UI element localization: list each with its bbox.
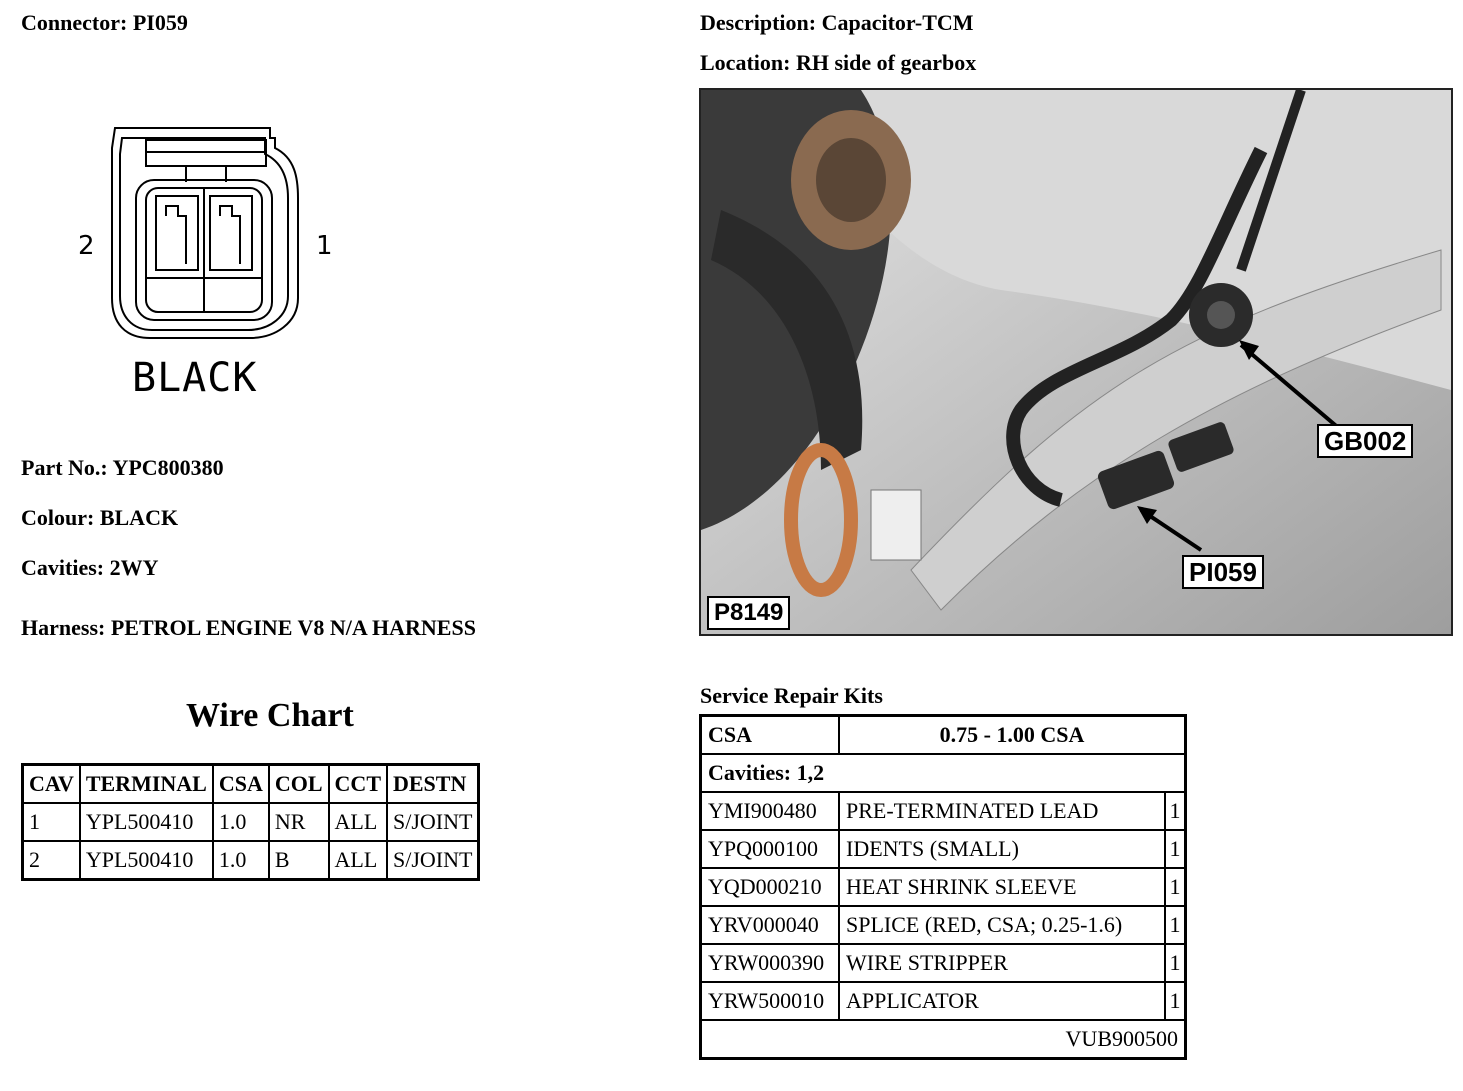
harness-label: Harness:: [21, 615, 106, 640]
location-photo: [699, 88, 1453, 636]
cavities-field: [21, 555, 158, 581]
kit-description: HEAT SHRINK SLEEVE: [839, 868, 1165, 906]
wire-chart-table: [21, 763, 480, 881]
kit-qty: 1: [1165, 982, 1186, 1020]
kit-code: YRV000040: [701, 906, 840, 944]
pin-label-2: 2: [78, 231, 95, 261]
kits-csa-value: 0.75 - 1.00 CSA: [839, 716, 1186, 755]
cell-csa: 1.0: [213, 841, 269, 880]
photo-callout-gb002: GB002: [1317, 424, 1413, 458]
cell-terminal: YPL500410: [80, 803, 213, 841]
cell-terminal: YPL500410: [80, 841, 213, 880]
kit-description: APPLICATOR: [839, 982, 1165, 1020]
connector-color-caption: BLACK: [132, 355, 258, 401]
table-row: [701, 830, 1186, 868]
kit-number: VUB900500: [701, 1020, 1186, 1059]
kit-qty: 1: [1165, 906, 1186, 944]
table-row: [701, 868, 1186, 906]
wire-chart-header-row: [23, 765, 479, 804]
kits-csa-row: [701, 716, 1186, 755]
kits-csa-label: CSA: [701, 716, 840, 755]
table-row: [701, 792, 1186, 830]
table-row: [701, 906, 1186, 944]
photo-reference: P8149: [707, 596, 790, 630]
kit-description: SPLICE (RED, CSA; 0.25-1.6): [839, 906, 1165, 944]
connector-value: PI059: [132, 10, 188, 35]
cavities-value: 2WY: [109, 555, 159, 580]
kit-code: YMI900480: [701, 792, 840, 830]
table-row: [701, 982, 1186, 1020]
cell-cct: ALL: [329, 841, 387, 880]
harness-value: PETROL ENGINE V8 N/A HARNESS: [110, 615, 476, 640]
header-csa: CSA: [213, 765, 269, 804]
cell-cav: 1: [23, 803, 80, 841]
cell-destn: S/JOINT: [387, 803, 479, 841]
part-no-label: Part No.:: [21, 455, 108, 480]
service-kits-title: Service Repair Kits: [700, 683, 883, 708]
colour-field: [21, 505, 178, 531]
description-field: [700, 10, 974, 36]
kit-qty: 1: [1165, 830, 1186, 868]
service-kits-table: [699, 714, 1187, 1060]
kit-description: PRE-TERMINATED LEAD: [839, 792, 1165, 830]
colour-value: BLACK: [99, 505, 179, 530]
kit-qty: 1: [1165, 792, 1186, 830]
table-row: [701, 944, 1186, 982]
cell-cct: ALL: [329, 803, 387, 841]
header-cct: CCT: [329, 765, 387, 804]
kit-code: YQD000210: [701, 868, 840, 906]
description-label: Description:: [700, 10, 817, 35]
location-label: Location:: [700, 50, 791, 75]
kit-description: WIRE STRIPPER: [839, 944, 1165, 982]
part-no-value: YPC800380: [112, 455, 224, 480]
header-col: COL: [269, 765, 329, 804]
cell-csa: 1.0: [213, 803, 269, 841]
connector-label: Connector:: [21, 10, 128, 35]
header-terminal: TERMINAL: [80, 765, 213, 804]
kit-qty: 1: [1165, 868, 1186, 906]
cavities-label: Cavities:: [21, 555, 105, 580]
cell-col: NR: [269, 803, 329, 841]
part-no-field: [21, 455, 224, 481]
header-cav: CAV: [23, 765, 80, 804]
kit-qty: 1: [1165, 944, 1186, 982]
kits-number-row: [701, 1020, 1186, 1059]
description-value: Capacitor-TCM: [821, 10, 974, 35]
connector-field: [21, 10, 188, 36]
table-row: [23, 803, 479, 841]
header-destn: DESTN: [387, 765, 479, 804]
wire-chart-title: Wire Chart: [186, 697, 354, 734]
kit-code: YPQ000100: [701, 830, 840, 868]
photo-callout-pi059: PI059: [1182, 555, 1264, 589]
cell-col: B: [269, 841, 329, 880]
location-field: [700, 50, 976, 76]
cell-destn: S/JOINT: [387, 841, 479, 880]
kits-cavities-row: [701, 754, 1186, 792]
kit-code: YRW000390: [701, 944, 840, 982]
table-row: [23, 841, 479, 880]
harness-field: [21, 615, 476, 641]
kits-cavities: Cavities: 1,2: [701, 754, 1186, 792]
kit-description: IDENTS (SMALL): [839, 830, 1165, 868]
engine-illustration: [701, 90, 1451, 634]
cell-cav: 2: [23, 841, 80, 880]
kit-code: YRW500010: [701, 982, 840, 1020]
pin-label-1: 1: [316, 231, 333, 261]
colour-label: Colour:: [21, 505, 95, 530]
location-value: RH side of gearbox: [795, 50, 977, 75]
